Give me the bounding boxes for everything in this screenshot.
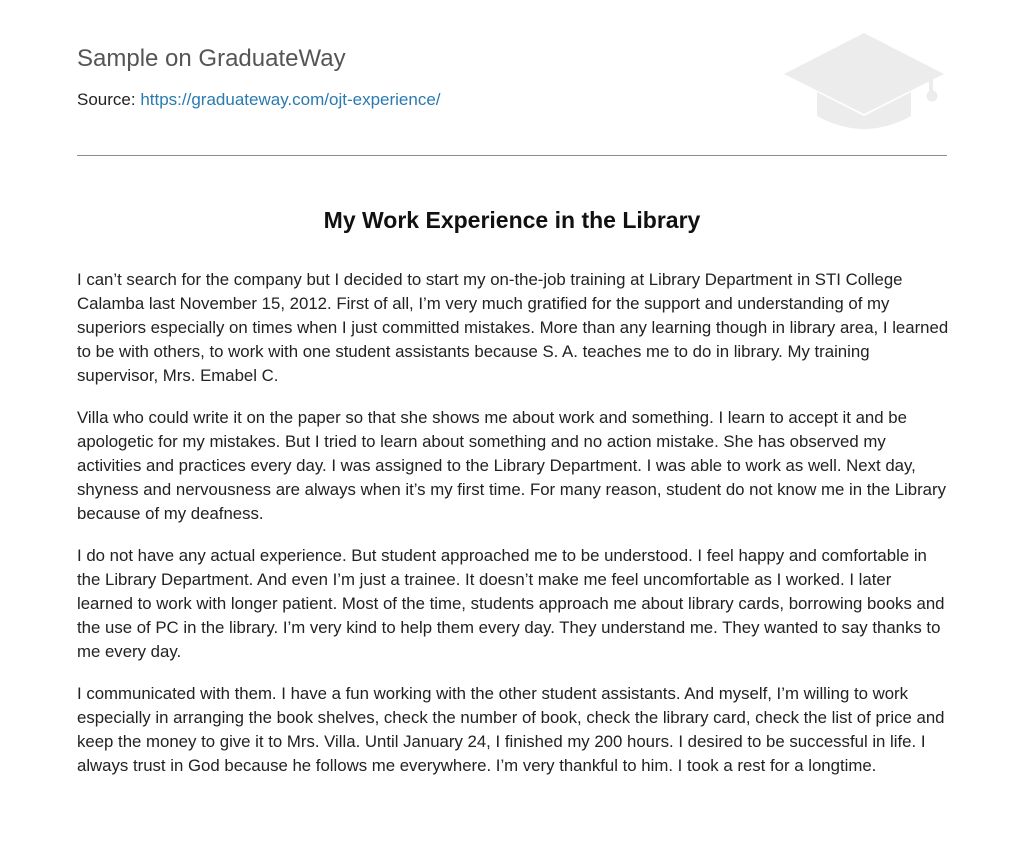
article-paragraph: Villa who could write it on the paper so that she shows me about work and something. I learn to accept it and be apologetic for my mistakes. But I tried to learn about something and no action mistake. She has observed my activities and practices every day. I was assigned to the Library Department. I was able to work as well. Next day, shyness and nervousness are always when it’s my first time. For many reason, student do not know me in the Library because of my deafness. — [77, 408, 946, 523]
source-line — [77, 89, 441, 111]
source-label: Source: — [77, 90, 136, 109]
source-link[interactable]: https://graduateway.com/ojt-experience/ — [140, 90, 441, 109]
article-paragraph: I can’t search for the company but I decided to start my on-the-job training at Library Department in STI College Calamba last November 15, 2012. First of all, I’m very much gratified for the support and understanding of my superiors especially on times when I just committed mistakes. More than any learning though in library area, I learned to be with others, to work with one student assistants because S. A. teaches me to do in library. My training supervisor, Mrs. Emabel C. — [77, 270, 949, 385]
page-header — [77, 0, 947, 156]
graduation-cap-icon — [781, 30, 947, 134]
article-title: My Work Experience in the Library — [323, 207, 701, 233]
article-paragraph: I do not have any actual experience. But student approached me to be understood. I feel happy and comfortable in the Library Department. And even I’m just a trainee. It doesn’t make me feel uncomfortable as I worked. I later learned to work with longer patient. Most of the time, students approach me about library cards, borrowing books and the use of PC in the library. I’m very kind to help them every day. They understand me. They wanted to say thanks to me every day. — [77, 546, 945, 661]
header-divider — [77, 155, 947, 156]
article-paragraph: I communicated with them. I have a fun working with the other student assistants. And myself, I’m willing to work especially in arranging the book shelves, check the number of book, check the library card, check the list of price and keep the money to give it to Mrs. Villa. Until January 24, I finished my 200 hours. I desired to be successful in life. I always trust in God because he follows me everywhere. I’m very thankful to him. I took a rest for a longtime. — [77, 684, 945, 775]
site-brand[interactable]: Sample on GraduateWay — [77, 45, 346, 72]
article-body — [77, 268, 949, 796]
